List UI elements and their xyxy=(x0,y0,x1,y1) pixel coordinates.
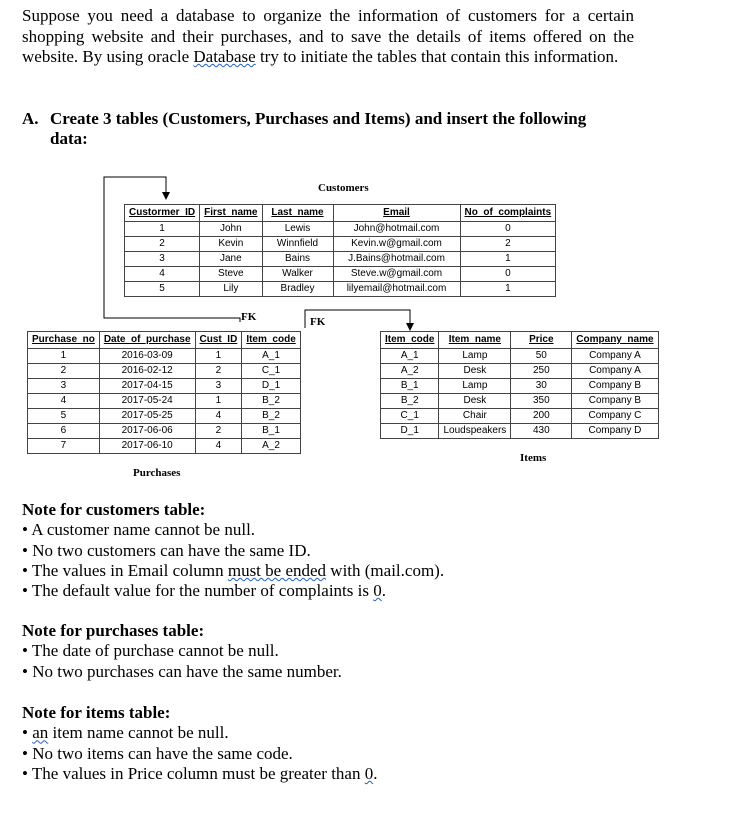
table-cell: B_2 xyxy=(242,409,300,424)
table-cell: 7 xyxy=(28,439,100,454)
table-cell: B_2 xyxy=(242,394,300,409)
table-row xyxy=(381,349,659,364)
table-row xyxy=(125,252,556,267)
bullet: • The default value for the number of complaints is 0. xyxy=(22,581,444,601)
items-header-row xyxy=(381,332,659,349)
notes-purchases xyxy=(22,621,342,682)
table-cell: Chair xyxy=(439,409,511,424)
table-cell: A_2 xyxy=(381,364,439,379)
table-cell: 4 xyxy=(195,409,242,424)
table-cell: J.Bains@hotmail.com xyxy=(333,252,460,267)
customers-header-row xyxy=(125,205,556,222)
table-row xyxy=(381,364,659,379)
table-row xyxy=(28,424,301,439)
col-header: Item_code xyxy=(242,332,300,349)
table-cell: 2 xyxy=(28,364,100,379)
table-cell: Lewis xyxy=(262,222,333,237)
table-cell: 2 xyxy=(195,364,242,379)
table-cell: Kevin.w@gmail.com xyxy=(333,237,460,252)
table-cell: 0 xyxy=(460,222,556,237)
table-cell: A_2 xyxy=(242,439,300,454)
table-cell: Lamp xyxy=(439,349,511,364)
table-cell: 2017-05-25 xyxy=(99,409,195,424)
table-cell: 2 xyxy=(195,424,242,439)
table-cell: Kevin xyxy=(200,237,262,252)
bullet: • The values in Price column must be greater than 0. xyxy=(22,764,377,784)
notes-title: Note for items table: xyxy=(22,703,171,722)
table-cell: Company B xyxy=(572,394,658,409)
items-caption: Items xyxy=(520,452,547,464)
bullet: • an item name cannot be null. xyxy=(22,723,377,743)
table-cell: 2 xyxy=(125,237,200,252)
col-header: Email xyxy=(333,205,460,222)
table-cell: John@hotmail.com xyxy=(333,222,460,237)
grammar-flag: 0 xyxy=(364,763,374,783)
col-header: Last_name xyxy=(262,205,333,222)
fk-label-item: FK xyxy=(310,316,326,328)
table-cell: B_2 xyxy=(381,394,439,409)
table-cell: Desk xyxy=(439,364,511,379)
col-header: Item_code xyxy=(381,332,439,349)
col-header: Custormer_ID xyxy=(125,205,200,222)
table-cell: B_1 xyxy=(381,379,439,394)
table-cell: 3 xyxy=(195,379,242,394)
col-header: No_of_complaints xyxy=(460,205,556,222)
table-cell: 200 xyxy=(511,409,572,424)
table-cell: Company A xyxy=(572,364,658,379)
bullet: • The date of purchase cannot be null. xyxy=(22,641,342,661)
table-row xyxy=(28,364,301,379)
table-row xyxy=(28,409,301,424)
bullet: • No two items can have the same code. xyxy=(22,744,377,764)
table-cell: 250 xyxy=(511,364,572,379)
grammar-flag: an xyxy=(32,723,49,743)
section-heading: A. Create 3 tables (Customers, Purchases and Items) and insert the following data: xyxy=(22,109,587,148)
table-cell: Loudspeakers xyxy=(439,424,511,439)
table-cell: 3 xyxy=(125,252,200,267)
table-cell: 6 xyxy=(28,424,100,439)
bullet: • A customer name cannot be null. xyxy=(22,520,444,540)
table-cell: 430 xyxy=(511,424,572,439)
table-cell: 50 xyxy=(511,349,572,364)
col-header: First_name xyxy=(200,205,262,222)
table-cell: 2017-06-06 xyxy=(99,424,195,439)
customers-caption: Customers xyxy=(318,182,369,194)
table-cell: D_1 xyxy=(242,379,300,394)
table-cell: 2017-04-15 xyxy=(99,379,195,394)
table-cell: 5 xyxy=(125,282,200,297)
notes-items xyxy=(22,703,377,784)
col-header: Cust_ID xyxy=(195,332,242,349)
table-cell: C_1 xyxy=(381,409,439,424)
table-cell: Lamp xyxy=(439,379,511,394)
table-cell: 1 xyxy=(195,349,242,364)
table-cell: Steve.w@gmail.com xyxy=(333,267,460,282)
col-header: Item_name xyxy=(439,332,511,349)
table-cell: 2016-03-09 xyxy=(99,349,195,364)
table-cell: Company B xyxy=(572,379,658,394)
table-cell: Company C xyxy=(572,409,658,424)
table-cell: 5 xyxy=(28,409,100,424)
bullet: • The values in Email column must be ended with (mail.com). xyxy=(22,561,444,581)
table-cell: 2017-06-10 xyxy=(99,439,195,454)
notes-customers xyxy=(22,500,444,601)
table-cell: 2 xyxy=(460,237,556,252)
table-cell: Lily xyxy=(200,282,262,297)
table-row xyxy=(125,222,556,237)
table-row xyxy=(125,267,556,282)
table-cell: Steve xyxy=(200,267,262,282)
table-row xyxy=(381,394,659,409)
table-row xyxy=(28,349,301,364)
table-cell: A_1 xyxy=(381,349,439,364)
spellcheck-word: Database xyxy=(193,47,256,66)
table-row xyxy=(125,282,556,297)
col-header: Purchase_no xyxy=(28,332,100,349)
table-cell: 1 xyxy=(125,222,200,237)
table-cell: 4 xyxy=(195,439,242,454)
items-table xyxy=(380,331,659,439)
table-cell: A_1 xyxy=(242,349,300,364)
table-cell: 30 xyxy=(511,379,572,394)
notes-title: Note for purchases table: xyxy=(22,621,205,640)
intro-paragraph: Suppose you need a database to organize the information of customers for a certain shopping website and their purchases, and to save the details of items offered on the website. By using oracle Database try to initiate the tables that contain this information. xyxy=(22,6,634,66)
table-cell: Winnfield xyxy=(262,237,333,252)
col-header: Date_of_purchase xyxy=(99,332,195,349)
table-cell: B_1 xyxy=(242,424,300,439)
table-row xyxy=(28,394,301,409)
table-cell: Company D xyxy=(572,424,658,439)
table-row xyxy=(381,379,659,394)
col-header: Price xyxy=(511,332,572,349)
col-header: Company_name xyxy=(572,332,658,349)
purchases-caption: Purchases xyxy=(133,467,181,479)
table-cell: 1 xyxy=(460,252,556,267)
table-cell: 3 xyxy=(28,379,100,394)
table-row xyxy=(28,379,301,394)
fk-label-cust: FK xyxy=(241,311,257,323)
table-cell: 1 xyxy=(195,394,242,409)
grammar-flag: must be ended xyxy=(227,560,327,580)
table-cell: 0 xyxy=(460,267,556,282)
table-cell: Jane xyxy=(200,252,262,267)
bullet: • No two purchases can have the same number. xyxy=(22,662,342,682)
grammar-flag: 0 xyxy=(373,581,382,601)
bullet: • No two customers can have the same ID. xyxy=(22,541,444,561)
table-cell: 4 xyxy=(28,394,100,409)
table-cell: D_1 xyxy=(381,424,439,439)
table-row xyxy=(28,439,301,454)
table-cell: Desk xyxy=(439,394,511,409)
table-cell: 4 xyxy=(125,267,200,282)
table-cell: 2017-05-24 xyxy=(99,394,195,409)
purchases-table xyxy=(27,331,301,454)
table-cell: Bradley xyxy=(262,282,333,297)
table-row xyxy=(125,237,556,252)
purchases-header-row xyxy=(28,332,301,349)
table-cell: C_1 xyxy=(242,364,300,379)
customers-table xyxy=(124,204,556,297)
table-cell: John xyxy=(200,222,262,237)
table-cell: 350 xyxy=(511,394,572,409)
notes-title: Note for customers table: xyxy=(22,500,206,519)
table-cell: Walker xyxy=(262,267,333,282)
table-cell: Bains xyxy=(262,252,333,267)
table-row xyxy=(381,424,659,439)
table-cell: 2016-02-12 xyxy=(99,364,195,379)
table-cell: Company A xyxy=(572,349,658,364)
table-cell: 1 xyxy=(28,349,100,364)
table-cell: 1 xyxy=(460,282,556,297)
table-cell: lilyemail@hotmail.com xyxy=(333,282,460,297)
table-row xyxy=(381,409,659,424)
